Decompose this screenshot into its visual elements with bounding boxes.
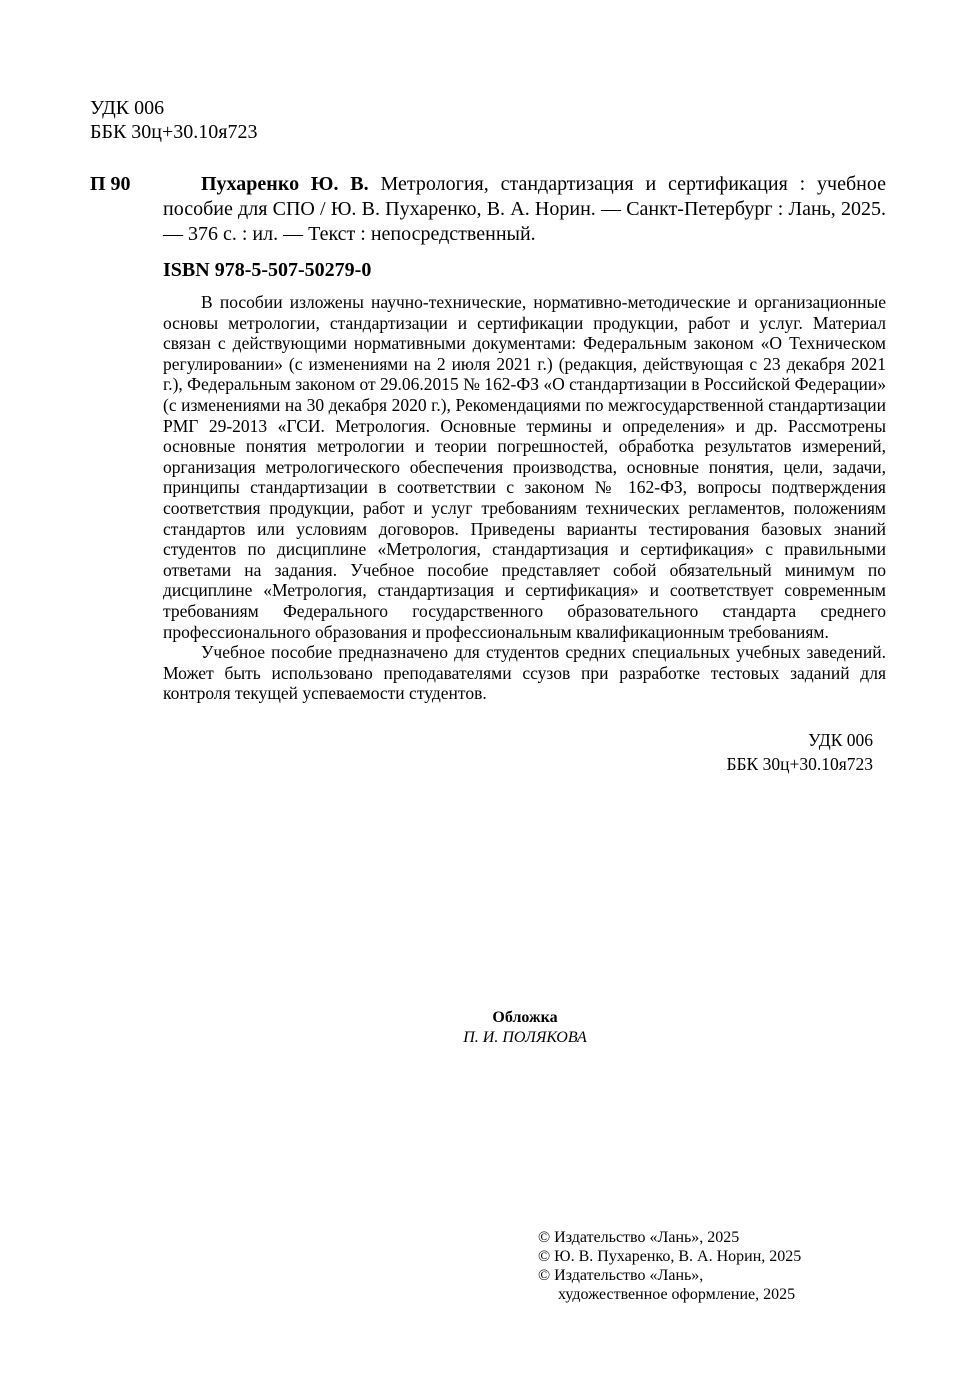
classification-codes-bottom: [726, 728, 873, 776]
copyright-line-2: © Ю. В. Пухаренко, В. А. Норин, 2025: [538, 1248, 802, 1265]
cover-credit: [0, 1008, 976, 1048]
abstract-paragraph-2: Учебное пособие предназначено для студентов средних специальных учебных заведений. Может быть использовано преподавателями ссузов при разработке тестовых заданий для контроля текущей успеваемости студентов.: [163, 642, 886, 704]
bibliographic-description: Метрология, стандартизация и сертификация : учебное пособие для СПО / Ю. В. Пухаренко, В. А. Норин. — Санкт-Петербург : Лань, 2025. — 376 с. : ил. — Текст : непосредственный.: [163, 173, 886, 245]
classification-codes-top: [90, 96, 258, 144]
isbn: ISBN 978-5-507-50279-0: [163, 259, 372, 281]
bibliographic-record: [163, 172, 886, 247]
abstract-paragraph-1: В пособии изложены научно-технические, нормативно-методические и организационные основы метрологии, стандартизации и сертификации продукции, работ и услуг. Материал связан с действующими нормативными документами: Федеральным законом «О Техническом регулировании» (с изменениями на 2 июля 2021 г.) (редакция, действующая с 23 декабря 2021 г.), Федеральным законом от 29.06.2015 № 162-ФЗ «О стандартизации в Российской Федерации» (с изменениями на 30 декабря 2020 г.), Рекомендациями по межгосударственной стандартизации РМГ 29-2013 «ГСИ. Метрология. Основные термины и определения» и др. Рассмотрены основные понятия метрологии и теории погрешностей, обработка результатов измерений, организация метрологического обеспечения производства, основные понятия, цели, задачи, принципы стандартизации в соответствии с законом № 162-ФЗ, вопросы подтверждения соответствия продукции, работ и услуг требованиям технических регламентов, положениям стандартов или условиям договоров. Приведены варианты тестирования базовых знаний студентов по дисциплине «Метрология, стандартизация и сертификация» с правильными ответами на задания. Учебное пособие представляет собой обязательный минимум по дисциплине «Метрология, стандартизация и сертификация» и соответствует современным требованиям Федерального государственного образовательного стандарта среднего профессионального образования и профессиональным квалификационным требованиям.: [163, 292, 886, 642]
copyright-block: [538, 1228, 801, 1304]
udk-code: УДК 006: [90, 97, 165, 119]
cover-label: Обложка: [492, 1009, 558, 1026]
bbk-code-bottom: ББК 30ц+30.10я723: [726, 754, 873, 774]
author-mark: П 90: [90, 173, 131, 195]
abstract: [163, 292, 886, 704]
copyright-line-3: © Издательство «Лань»,: [538, 1267, 704, 1284]
copyright-line-1: © Издательство «Лань», 2025: [538, 1229, 740, 1246]
bbk-code: ББК 30ц+30.10я723: [90, 121, 258, 143]
cover-designer: П. И. ПОЛЯКОВА: [463, 1029, 587, 1046]
copyright-line-4: художественное оформление, 2025: [558, 1286, 796, 1303]
udk-code-bottom: УДК 006: [808, 730, 873, 750]
author-name: Пухаренко Ю. В.: [201, 173, 369, 195]
